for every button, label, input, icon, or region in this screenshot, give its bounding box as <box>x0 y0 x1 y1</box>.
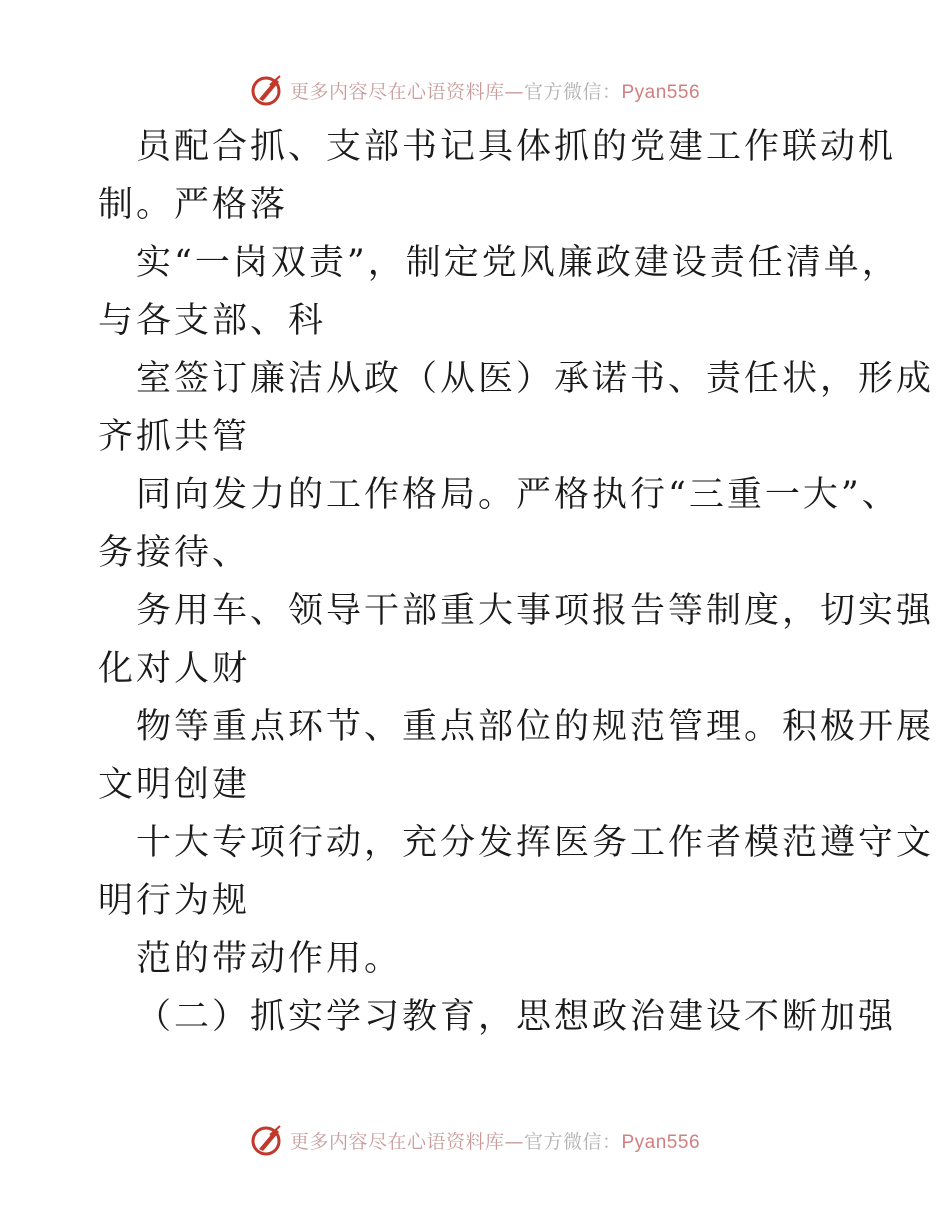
body-line: 员配合抓、支部书记具体抓的党建工作联动机 <box>136 127 897 167</box>
footer-banner <box>0 1120 950 1160</box>
footer-dash: — <box>504 1130 524 1153</box>
document-body <box>98 118 935 1046</box>
footer-brand: 更多内容尽在心语资料库 <box>289 1130 505 1153</box>
header-brand: 更多内容尽在心语资料库 <box>289 80 505 103</box>
header-wechat-id: Pyan556 <box>621 81 701 103</box>
body-line: 务用车、领导干部重大事项报告等制度，切实强 <box>136 591 935 631</box>
quill-logo-icon <box>250 73 284 107</box>
body-line: 范的带动作用。 <box>136 939 403 979</box>
header-banner <box>0 70 950 110</box>
body-line: 实“一岗双责”，制定党风廉政建设责任清单， <box>136 243 900 283</box>
body-line: 明行为规 <box>98 881 251 921</box>
body-line: 与各支部、科 <box>98 301 327 341</box>
body-line: 化对人财 <box>98 649 251 689</box>
footer-wechat-id: Pyan556 <box>621 1131 701 1153</box>
body-line: 文明创建 <box>98 765 251 805</box>
body-line: 室签订廉洁从政（从医）承诺书、责任状，形成 <box>136 359 935 399</box>
body-line: 物等重点环节、重点部位的规范管理。积极开展 <box>136 707 935 747</box>
header-dash: — <box>504 80 524 103</box>
header-banner-text <box>290 77 700 104</box>
body-line: 务接待、 <box>98 533 251 573</box>
quill-logo-icon <box>250 1123 284 1157</box>
body-line: 制。严格落 <box>98 185 289 225</box>
header-wechat-label: 官方微信： <box>523 80 622 103</box>
body-line: 齐抓共管 <box>98 417 251 457</box>
footer-wechat-label: 官方微信： <box>523 1130 622 1153</box>
body-line: 十大专项行动，充分发挥医务工作者模范遵守文 <box>136 823 935 863</box>
footer-banner-text <box>290 1127 700 1154</box>
body-line: 同向发力的工作格局。严格执行“三重一大”、 <box>136 475 900 515</box>
section-heading: （二）抓实学习教育，思想政治建设不断加强 <box>136 997 897 1037</box>
